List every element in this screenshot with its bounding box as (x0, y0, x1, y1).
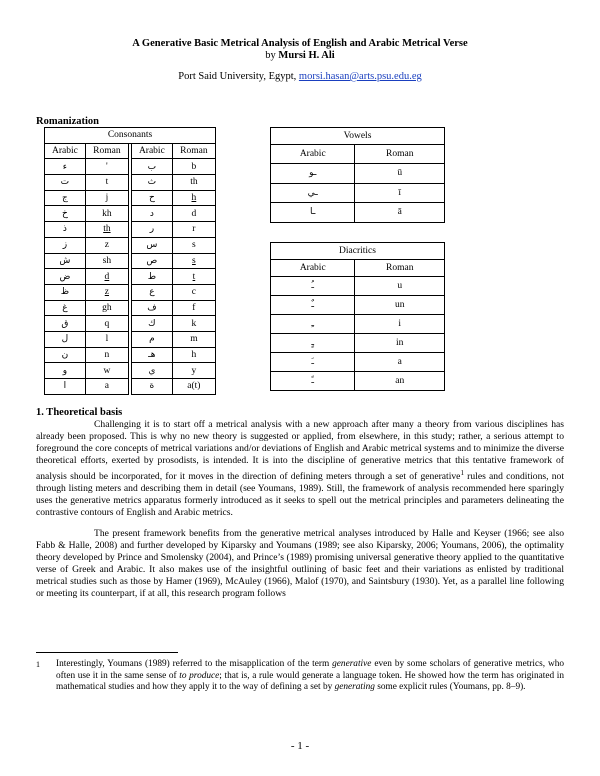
table-row (45, 190, 216, 206)
consonants-title: Consonants (45, 128, 216, 144)
vowels-title: Vowels (271, 128, 445, 145)
table-row (271, 372, 445, 391)
table-row (45, 269, 216, 285)
footnote-text (56, 659, 564, 694)
col-roman: Roman (355, 145, 445, 164)
table-row (45, 206, 216, 222)
table-row (271, 164, 445, 184)
arabic-letter: و (45, 363, 86, 379)
arabic-letter: هـ (131, 347, 172, 363)
affiliation-line (0, 71, 600, 82)
roman-value: t (172, 269, 215, 285)
arabic-mark: ـً (271, 372, 355, 391)
consonants-rows (45, 159, 216, 394)
footnote-emph-3: generating (334, 682, 375, 692)
arabic-letter: خ (45, 206, 86, 222)
paragraph-1-text-a: Challenging it is to start off a metrical analysis with a new approach after many a theory from various disciplines has already been proposed. This is why no new theory is suggested or applied, from elsewhere, in this study; rather, a serious attempt to foreground the core concepts of metrical variations and/or deviations of English and Arabic metrical systems and to minimize the diverse theoretical efforts, exerted by prosodists, is intended. It is into the discipline of generative metrics that this tentative framework of analysis should be incorporated, for it moves in the direction of defining meters through a set of generative (36, 419, 564, 483)
paragraph-2: The present framework benefits from the generative metrical analyses introduced by Halle and Keyser (1966; see also Fabb & Halle, 2008) and further developed by Kiparsky and Youmans (1989; see also Kiparsky, 2006; Youmans, 2006), the optimality theory developed by Prince and Smolensky (2004), and Prince’s (1989) promising universal generative theory applied to the quantitative verse of Greek and Arabic. It also makes use of the insightful outlining of basic feet and their variations as enlisted by traditional metrical studies such as those by Hamer (1969), McAuley (1966), Malof (1970), and Saintsbury (1930). Yet, as a parallel line following or meeting its counterpart, if at all, this research program follows (36, 528, 564, 599)
arabic-mark: ـي (271, 183, 355, 203)
roman-value: y (172, 363, 215, 379)
arabic-letter: ن (45, 347, 86, 363)
table-row (45, 284, 216, 300)
roman-value: a (355, 353, 445, 372)
roman-value: in (355, 334, 445, 353)
col-roman: Roman (172, 143, 215, 159)
roman-value: an (355, 372, 445, 391)
arabic-letter: ظ (45, 284, 86, 300)
arabic-letter: ق (45, 316, 86, 332)
arabic-letter: ث (131, 175, 172, 191)
roman-value: ī (355, 183, 445, 203)
roman-value: d (85, 269, 128, 285)
roman-value: un (355, 296, 445, 315)
arabic-letter: ج (45, 190, 86, 206)
arabic-letter: ح (131, 190, 172, 206)
arabic-mark: ـٍ (271, 334, 355, 353)
roman-value: s (172, 237, 215, 253)
footnote-text-b: even by some scholars of generative metrics, who often use it in the same sense of (56, 659, 564, 681)
footnote-number: 1 (36, 660, 40, 669)
vowels-table (270, 127, 445, 223)
arabic-letter: ف (131, 300, 172, 316)
arabic-letter: ا (45, 379, 86, 395)
roman-value: n (85, 347, 128, 363)
table-row (45, 175, 216, 191)
roman-value: ū (355, 164, 445, 184)
arabic-letter: غ (45, 300, 86, 316)
table-row (45, 363, 216, 379)
col-arabic: Arabic (131, 143, 172, 159)
roman-value: z (85, 284, 128, 300)
arabic-mark: ـو (271, 164, 355, 184)
roman-value: q (85, 316, 128, 332)
table-row (45, 222, 216, 238)
arabic-letter: د (131, 206, 172, 222)
footnote-text-a: Interestingly, Youmans (1989) referred to the misapplication of the term (56, 659, 333, 669)
col-arabic: Arabic (271, 260, 355, 277)
roman-value: d (172, 206, 215, 222)
arabic-letter: ض (45, 269, 86, 285)
col-arabic: Arabic (45, 143, 86, 159)
roman-value: s (172, 253, 215, 269)
roman-value: b (172, 159, 215, 175)
consonants-table (44, 127, 216, 395)
table-row (271, 334, 445, 353)
roman-value: h (172, 347, 215, 363)
arabic-mark: ـٌ (271, 296, 355, 315)
arabic-mark: ـَ (271, 353, 355, 372)
table-row (45, 331, 216, 347)
roman-value: l (85, 331, 128, 347)
roman-value: i (355, 315, 445, 334)
arabic-letter: ب (131, 159, 172, 175)
roman-value: f (172, 300, 215, 316)
arabic-mark: ـِ (271, 315, 355, 334)
affiliation: Port Said University, Egypt, (178, 71, 297, 82)
roman-value: w (85, 363, 128, 379)
arabic-letter: ص (131, 253, 172, 269)
table-row (271, 353, 445, 372)
roman-value: m (172, 331, 215, 347)
arabic-letter: ع (131, 284, 172, 300)
roman-value: t (85, 175, 128, 191)
table-row (271, 183, 445, 203)
arabic-letter: ء (45, 159, 86, 175)
roman-value: k (172, 316, 215, 332)
roman-value: u (355, 277, 445, 296)
roman-value: ' (85, 159, 128, 175)
paper-title: A Generative Basic Metrical Analysis of English and Arabic Metrical Verse (132, 38, 468, 49)
diacritics-rows (271, 277, 445, 391)
arabic-letter: ل (45, 331, 86, 347)
roman-value: h (172, 190, 215, 206)
page-number: - 1 - (290, 740, 310, 752)
footnote-text-c: ; that is, a rule would generate a language token. He showed how the term has originated in mathematical studies and how they apply it to the way of defining a set by (56, 670, 564, 692)
arabic-letter: ش (45, 253, 86, 269)
roman-value: ā (355, 203, 445, 223)
footnote-separator (36, 652, 178, 653)
romanization-heading: Romanization (36, 116, 99, 127)
table-row (45, 379, 216, 395)
table-row (45, 253, 216, 269)
table-row (45, 237, 216, 253)
roman-value: r (172, 222, 215, 238)
arabic-letter: ة (131, 379, 172, 395)
arabic-letter: ز (45, 237, 86, 253)
table-row (45, 159, 216, 175)
paragraph-1-text-b: rules and conditions, not through listing meters and describing them in detail (see Youmans, 1989). Still, the framework of analysis recommended here sparingly uses the generative metrics apparatus formerly introduced as it seeks to spell out the metrical principles and parameters delineating the contrastive contours of English and Arabic metrics. (36, 471, 564, 519)
arabic-letter: ذ (45, 222, 86, 238)
arabic-letter: ك (131, 316, 172, 332)
diacritics-table (270, 242, 445, 391)
arabic-mark: ـُ (271, 277, 355, 296)
diacritics-title: Diacritics (271, 243, 445, 260)
table-row (271, 315, 445, 334)
col-roman: Roman (85, 143, 128, 159)
table-row (271, 277, 445, 296)
footnote-emph-2: to produce (179, 670, 220, 681)
col-roman: Roman (355, 260, 445, 277)
roman-value: z (85, 237, 128, 253)
arabic-letter: ت (45, 175, 86, 191)
arabic-letter: ي (131, 363, 172, 379)
author-name: Mursi H. Ali (278, 50, 335, 61)
paragraph-1 (36, 419, 564, 519)
arabic-letter: ط (131, 269, 172, 285)
vowels-rows (271, 164, 445, 223)
table-row (271, 203, 445, 223)
byline (0, 50, 600, 61)
footnote-emph-1: generative (332, 659, 372, 669)
roman-value: th (85, 222, 128, 238)
arabic-letter: س (131, 237, 172, 253)
roman-value: a(t) (172, 379, 215, 395)
roman-value: a (85, 379, 128, 395)
arabic-mark: ـا (271, 203, 355, 223)
roman-value: th (172, 175, 215, 191)
table-row (45, 347, 216, 363)
roman-value: sh (85, 253, 128, 269)
arabic-letter: ر (131, 222, 172, 238)
footnote (36, 659, 564, 694)
roman-value: gh (85, 300, 128, 316)
col-arabic: Arabic (271, 145, 355, 164)
roman-value: kh (85, 206, 128, 222)
author-email-link[interactable]: morsi.hasan@arts.psu.edu.eg (298, 71, 422, 82)
table-row (45, 300, 216, 316)
roman-value: c (172, 284, 215, 300)
footnote-text-d: some explicit rules (Youmans, pp. 8–9). (374, 682, 526, 692)
arabic-letter: م (131, 331, 172, 347)
section-heading: 1. Theoretical basis (36, 407, 123, 418)
table-row (45, 316, 216, 332)
roman-value: j (85, 190, 128, 206)
table-row (271, 296, 445, 315)
by-word: by (265, 50, 276, 61)
footnote-ref[interactable]: 1 (460, 469, 464, 477)
